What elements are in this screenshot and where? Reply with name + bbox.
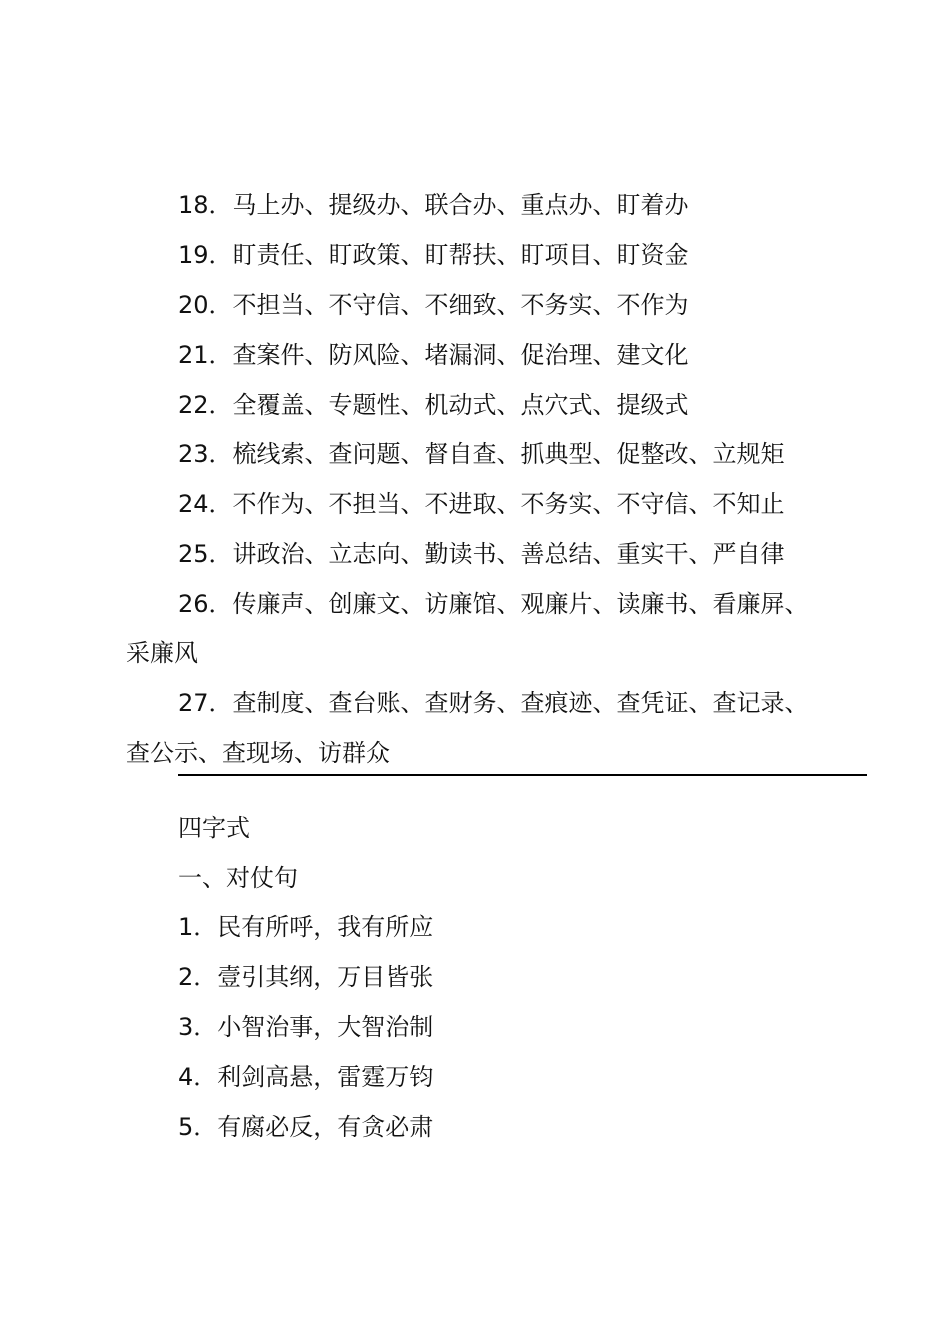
list-item: 5．有腐必反，有贪必肃 (178, 1113, 434, 1141)
list-item: 3．小智治事，大智治制 (178, 1013, 434, 1041)
list-item: 2．壹引其纲，万目皆张 (178, 963, 434, 991)
list-item-26-line1: 26．传廉声、创廉文、访廉馆、观廉片、读廉书、看廉屏、 (178, 590, 809, 618)
list-item: 23．梳线索、查问题、督自查、抓典型、促整改、立规矩 (178, 440, 785, 468)
horizontal-divider (178, 774, 867, 776)
list-item: 1．民有所呼，我有所应 (178, 913, 434, 941)
list-item: 18．马上办、提级办、联合办、重点办、盯着办 (178, 191, 689, 219)
list-item: 21．查案件、防风险、堵漏洞、促治理、建文化 (178, 341, 689, 369)
list-item: 20．不担当、不守信、不细致、不务实、不作为 (178, 291, 689, 319)
section-title: 四字式 (178, 814, 250, 842)
list-item: 25．讲政治、立志向、勤读书、善总结、重实干、严自律 (178, 540, 785, 568)
list-item: 24．不作为、不担当、不进取、不务实、不守信、不知止 (178, 490, 785, 518)
list-item: 19．盯责任、盯政策、盯帮扶、盯项目、盯资金 (178, 241, 689, 269)
list-item-26-line2: 采廉风 (126, 639, 198, 667)
list-item: 4．利剑高悬，雷霆万钧 (178, 1063, 434, 1091)
list-item-27-line2: 查公示、查现场、访群众 (126, 739, 390, 767)
list-item: 22．全覆盖、专题性、机动式、点穴式、提级式 (178, 391, 689, 419)
list-item-27-line1: 27．查制度、查台账、查财务、查痕迹、查凭证、查记录、 (178, 689, 809, 717)
subsection-title: 一、对仗句 (178, 864, 298, 892)
